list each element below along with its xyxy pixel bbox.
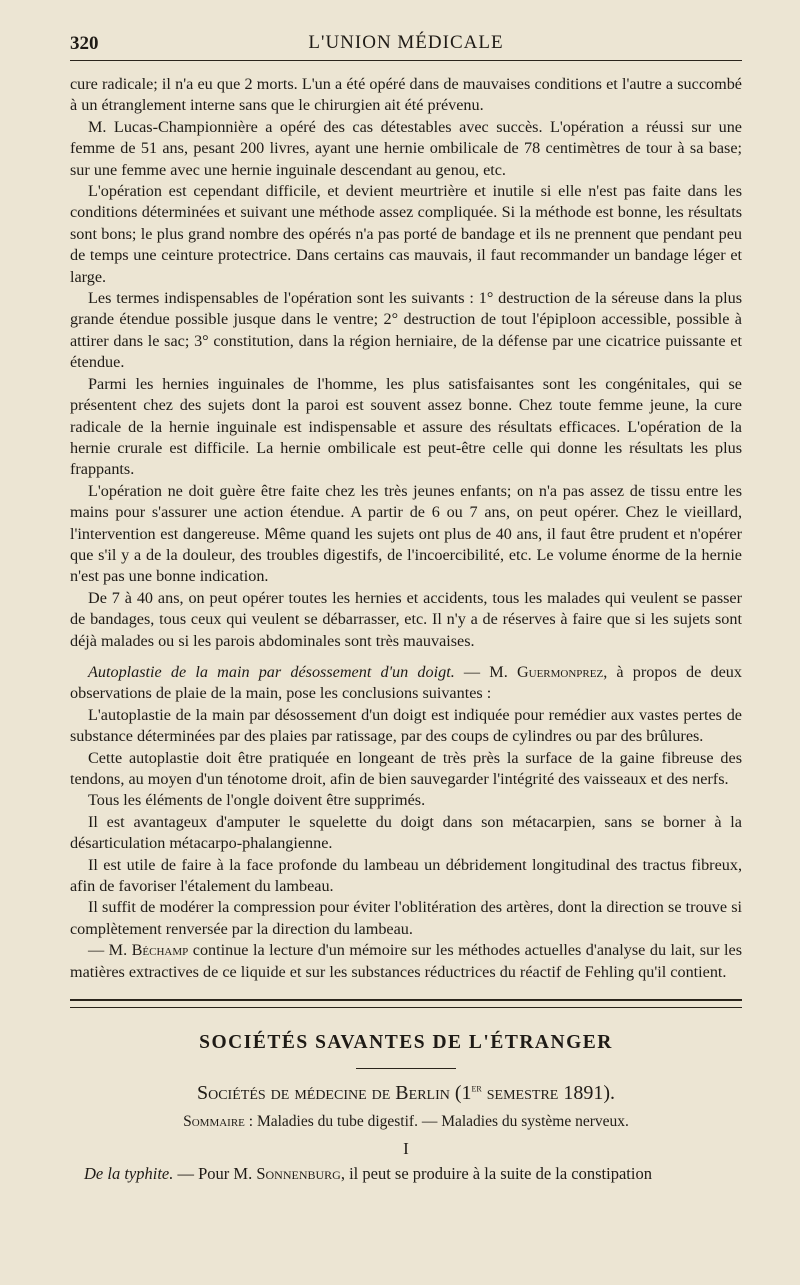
- paragraph-autoplastie: [70, 662, 742, 705]
- paragraph-5: Parmi les hernies inguinales de l'homme, les plus satisfaisantes sont les congénitales, qui se présentent chez des sujets dont la paroi est souvent assez bonne. Chez toute femme jeune, la cure radicale de la hernie inguinale est indispensable et assure des résultats efficaces. L'opération de la hernie crurale est difficile. La hernie ombilicale est peut-être celle qui donne les résultats les plus frappants.: [70, 374, 742, 479]
- bechamp-prefix: — M.: [88, 941, 132, 960]
- paragraph-3: L'opération est cependant difficile, et devient meurtrière et inutile si elle n'est pas faite dans les conditions déterminées et suivant une méthode assez compliquée. Si la méthode est bonne, les résultats sont bons; le plus grand nombre des opérés n'a pas porté de bandage et ils ne prennent que pendant peu de temps une ceinture protectrice. Dans certains cas mauvais, il faut recommander un bandage léger et large.: [70, 182, 742, 286]
- running-title: L'UNION MÉDICALE: [308, 32, 504, 53]
- autoplastie-title: Autoplastie de la main par désossement d'un doigt.: [88, 662, 455, 681]
- paragraph-6: L'opération ne doit guère être faite chez les très jeunes enfants; on n'a pas assez de tissu entre les mains pour s'assurer une action étendue. A partir de 6 ou 7 ans, on peut opérer. Chez le vieillard, l'intervention est dangereuse. Même quand les sujets ont plus de 40 ans, il faut être prudent et n'opérer que s'il y a de la douleur, des troubles digestifs, de l'incoercibilité, etc. Le volume énorme de la hernie n'est pas une bonne indication.: [70, 481, 742, 586]
- paragraph-14: Il suffit de modérer la compression pour éviter l'oblitération des artères, dont la direction se trouve si complètement renversée par la direction du lambeau.: [70, 898, 742, 938]
- paragraph-bechamp: [70, 940, 742, 983]
- paragraph-13: Il est utile de faire à la face profonde du lambeau un débridement longitudinal des tractus fibreux, afin de favoriser l'étalement du lambeau.: [70, 855, 742, 896]
- short-rule: [356, 1068, 456, 1069]
- paragraph-12: Il est avantageux d'amputer le squelette du doigt dans son métacarpien, sans se borner à la désarticulation métacarpo-phalangienne.: [70, 812, 742, 853]
- subtitle-end: semestre 1891).: [481, 1082, 615, 1105]
- paragraph-4: Les termes indispensables de l'opération sont les suivants : 1° destruction de la séreuse dans la plus grande étendue possible jusque dans le ventre; 2° destruction de tout l'épiploon accessible, possible à attirer dans le sac; 3° constitution, dans la région herniaire, de la défense par une cicatrice puissante et étendue.: [70, 289, 742, 372]
- bechamp-text: continue la lecture d'un mémoire sur les méthodes actuelles d'analyse du lait, sur les matières extractives de ce liquide et sur les substances réductrices du réactif de Fehling qu'il contient.: [70, 941, 742, 981]
- header-rule: [70, 60, 742, 61]
- paragraph-1: cure radicale; il n'a eu que 2 morts. L'un a été opéré dans de mauvaises conditions et l'autre a succombé à un étranglement interne sans que le chirurgien ait été prévenu.: [70, 75, 742, 115]
- paragraph-11: Tous les éléments de l'ongle doivent être supprimés.: [88, 791, 426, 810]
- subtitle-superscript: er: [471, 1082, 482, 1095]
- section-title: SOCIÉTÉS SAVANTES DE L'ÉTRANGER: [199, 1032, 613, 1054]
- author-sonnenburg: Sonnenburg: [256, 1164, 341, 1184]
- paragraph-7: De 7 à 40 ans, on peut opérer toutes les hernies et accidents, tous les malades qui veulent se passer de bandages, tous ceux qui veulent se débarrasser, etc. Il n'y a de réserves à faire que si les sujets sont déjà malades ou si les parois abdominales sont très mauvaises.: [70, 588, 742, 650]
- autoplastie-intro: , à propos de deux observations de plaie de la main, pose les conclusions suivantes :: [70, 662, 742, 703]
- paragraph-typhite: [70, 1163, 742, 1184]
- section-double-rule: [70, 999, 742, 1008]
- author-guermonprez: Guermonprez: [516, 662, 604, 681]
- sommaire-label: Sommaire: [183, 1113, 245, 1131]
- author-bechamp: Béchamp: [131, 941, 189, 960]
- page-header: [70, 0, 742, 64]
- typhite-text: , il peut se produire à la suite de la constipation: [340, 1164, 652, 1184]
- section-subtitle: [70, 1082, 742, 1105]
- paragraph-10: Cette autoplastie doit être pratiquée en longeant de très près la surface de la gaine fibreuse des tendons, au moyen d'un ténotome droit, afin de bien sauvegarder l'intégrité des vaisseaux et des nerfs.: [70, 748, 742, 788]
- sommaire-text: : Maladies du tube digestif. — Maladies du système nerveux.: [244, 1113, 629, 1131]
- paragraph-9: L'autoplastie de la main par désossement d'un doigt est indiquée pour remédier aux vastes pertes de substance déterminées par des plaies par ratissage, par des coups de cylindres ou par des brûlures.: [70, 705, 742, 746]
- roman-numeral: I: [403, 1139, 409, 1159]
- typhite-title: De la typhite.: [84, 1164, 174, 1184]
- autoplastie-dash: — M.: [454, 662, 517, 681]
- page-number: 320: [70, 33, 99, 54]
- subtitle-main: Sociétés de médecine de Berlin (1: [196, 1082, 472, 1105]
- sommaire: [70, 1113, 742, 1131]
- typhite-dash: — Pour M.: [173, 1164, 257, 1184]
- paragraph-2: M. Lucas-Championnière a opéré des cas détestables avec succès. L'opération a réussi sur une femme de 51 ans, pesant 200 livres, ayant une hernie ombilicale de 78 centimètres de tour à sa base; sur une femme avec une hernie inguinale descendant au genou, etc.: [70, 117, 742, 179]
- article-body: [70, 64, 742, 983]
